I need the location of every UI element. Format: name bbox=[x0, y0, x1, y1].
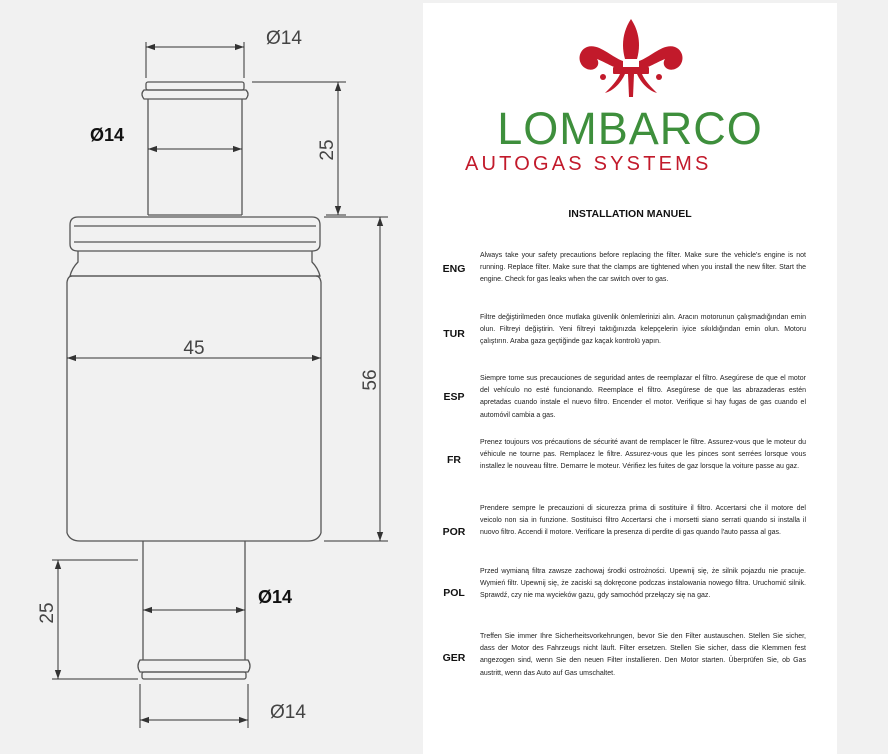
manual-title: INSTALLATION MANUEL bbox=[568, 208, 692, 220]
lang-label-pol: POL bbox=[443, 587, 465, 599]
bottom-bore-label: Ø14 bbox=[258, 587, 293, 607]
lang-label-por: POR bbox=[442, 526, 466, 538]
paragraph-pol: Przed wymianą filtra zawsze zachowaj środki ostrożności. Upewnij się, że silnik pojazdu nie pracuje. Wymień filtr. Upewnij się, że zaciski są dokręcone podczas instalowania nowego filtra. Uruchomić silnik. Sprawdź, czy nie ma wycieków gazu, gdy samochód przełączy się na gaz. bbox=[480, 568, 806, 600]
brand-name: LOMBARCO bbox=[497, 103, 763, 154]
brand-subtitle: AUTOGAS SYSTEMS bbox=[465, 153, 712, 175]
lang-label-fr: FR bbox=[447, 454, 461, 466]
bottom-diameter-label: Ø14 bbox=[270, 702, 306, 723]
lang-label-ger: GER bbox=[442, 652, 466, 664]
body-width-label: 45 bbox=[183, 338, 205, 359]
bottom-length-label: 25 bbox=[37, 602, 58, 624]
paragraph-por: Prendere sempre le precauzioni di sicurezza prima di sostituire il filtro. Accertarsi che il motore del veicolo non sia in funzione. Sostituisci filtro Accertarsi che i morsetti siano serrati quando si installa il nuovo filtro. Accendi il motore. Verificare la presenza di perdite di gas quando l'auto passa al gas. bbox=[480, 505, 806, 537]
lang-label-esp: ESP bbox=[443, 391, 465, 403]
paragraph-tur: Filtre değiştirilmeden önce mutlaka güvenlik önlemlerinizi alın. Aracın motorunun çalışmadığından emin olun. Filtreyi değiştirin. Yeni filtreyi taktığınızda kelepçelerin iyice sıkıldığından emin olun. Motoru çalıştırın. Araba gaza geçtiğinde gaz kaçak kontrolü yapın. bbox=[480, 314, 806, 346]
filter-technical-drawing bbox=[0, 0, 422, 754]
instruction-sheet bbox=[423, 3, 837, 754]
lang-label-tur: TUR bbox=[443, 328, 465, 340]
top-bore-label: Ø14 bbox=[90, 125, 125, 145]
paragraph-ger: Treffen Sie immer Ihre Sicherheitsvorkehrungen, bevor Sie den Filter austauschen. Stellen Sie sicher, dass der Motor des Fahrzeugs nicht läuft. Filter ersetzen. Stellen Sie sicher, dass die Klemmen fest angezogen sind, wenn Sie den neuen Filter installieren. Den Motor starten. Überprüfen Sie, ob Gas austritt, wenn das Auto auf Gas umschaltet. bbox=[480, 633, 806, 677]
fleur-de-lis-icon bbox=[573, 17, 689, 101]
top-diameter-label: Ø14 bbox=[266, 28, 302, 49]
paragraph-fr: Prenez toujours vos précautions de sécurité avant de remplacer le filtre. Assurez-vous que le moteur du véhicule ne tourne pas. Remplacez le filtre. Assurez-vous que les pinces sont serrées lorsque vous installez le nouveau filtre. Demarre le moteur. Vérifiez les fuites de gaz lorsque la voiture passe au gaz. bbox=[480, 439, 806, 471]
paragraph-eng: Always take your safety precautions before replacing the filter. Make sure the vehicle's engine is not running. Replace filter. Make sure that the clamps are tightened when you install the new filter. Start the engine. Check for gas leaks when the car switch over to gas. bbox=[480, 252, 806, 284]
lang-label-eng: ENG bbox=[442, 263, 466, 275]
paragraph-esp: Siempre tome sus precauciones de seguridad antes de reemplazar el filtro. Asegúrese de que el motor del vehículo no esté funcionando. Reemplace el filtro. Asegúrese de que las abrazaderas estén apretadas cuando instale el nuevo filtro. Encender el motor. Verifique si hay fugas de gas cuando el automóvil cambia a gas. bbox=[480, 375, 806, 419]
top-length-label: 25 bbox=[317, 139, 338, 161]
body-height-label: 56 bbox=[360, 369, 381, 391]
